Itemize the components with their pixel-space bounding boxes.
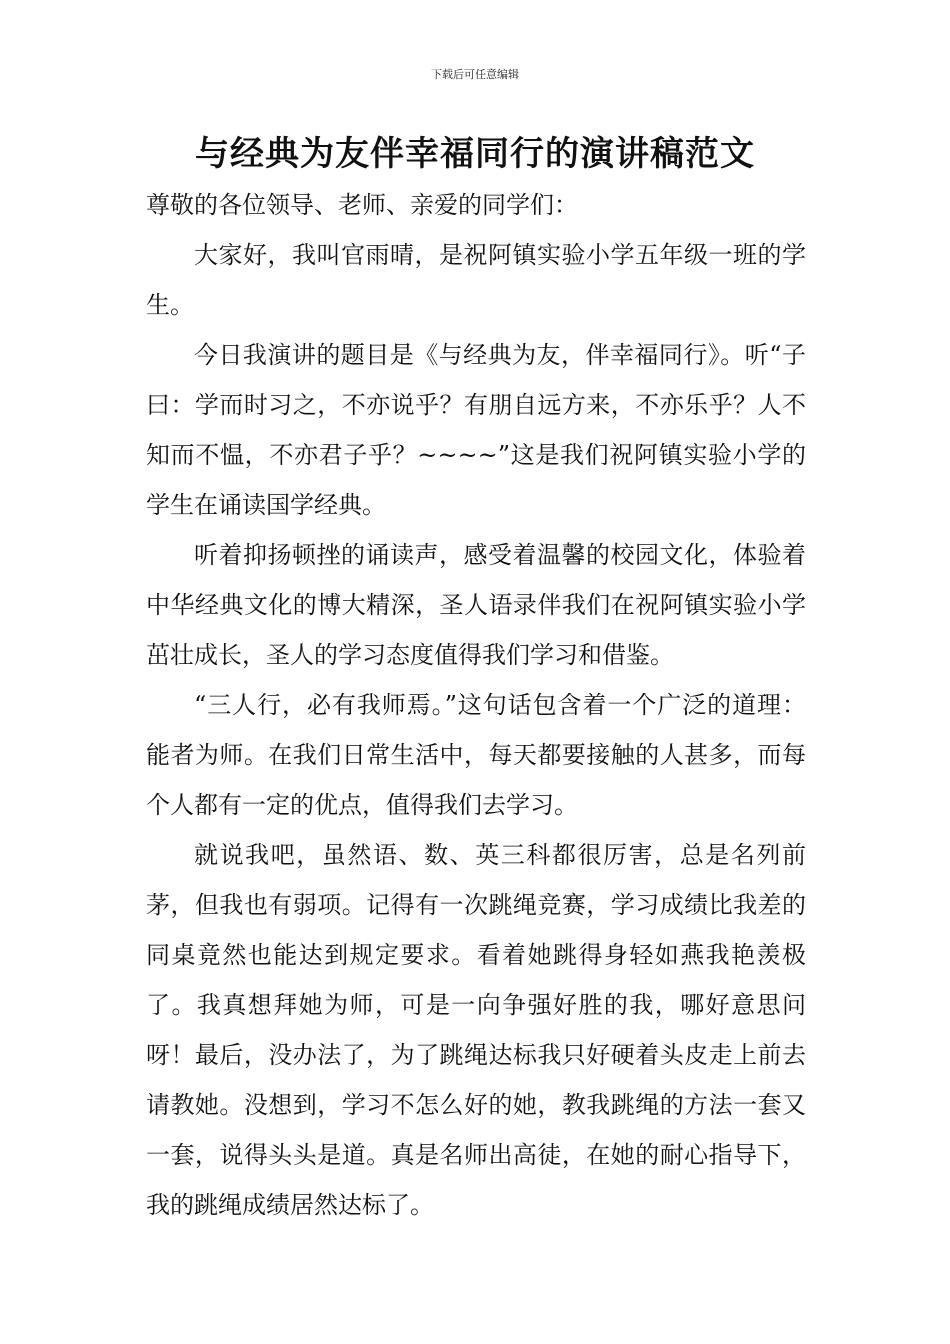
paragraph: 今日我演讲的题目是《与经典为友，伴幸福同行》。听“子曰：学而时习之，不亦说乎？有朋自远方来，不亦乐乎？人不知而不愠，不亦君子乎？~~~~”这是我们祝阿镇实验小学的学生在诵读国学经典。 xyxy=(146,341,806,519)
document-title: 与经典为友伴幸福同行的演讲稿范文 xyxy=(195,134,755,174)
header-note: 下载后可任意编辑 xyxy=(431,68,519,81)
paragraph: 大家好，我叫官雨晴，是祝阿镇实验小学五年级一班的学生。 xyxy=(146,241,806,319)
salutation: 尊敬的各位领导、老师、亲爱的同学们： xyxy=(146,191,578,219)
paragraph: “三人行，必有我师焉。”这句话包含着一个广泛的道理：能者为师。在我们日常生活中，每天都要接触的人甚多，而每个人都有一定的优点，值得我们去学习。 xyxy=(146,691,806,819)
paragraph: 听着抑扬顿挫的诵读声，感受着温馨的校园文化，体验着中华经典文化的博大精深，圣人语录伴我们在祝阿镇实验小学茁壮成长，圣人的学习态度值得我们学习和借鉴。 xyxy=(146,541,806,669)
document-body xyxy=(146,180,806,1230)
paragraph: 就说我吧，虽然语、数、英三科都很厉害，总是名列前茅，但我也有弱项。记得有一次跳绳竞赛，学习成绩比我差的同桌竟然也能达到规定要求。看着她跳得身轻如燕我艳羡极了。我真想拜她为师，可是一向争强好胜的我，哪好意思问呀！最后，没办法了，为了跳绳达标我只好硬着头皮走上前去请教她。没想到，学习不怎么好的她，教我跳绳的方法一套又一套，说得头头是道。真是名师出高徒，在她的耐心指导下，我的跳绳成绩居然达标了。 xyxy=(146,841,806,1219)
